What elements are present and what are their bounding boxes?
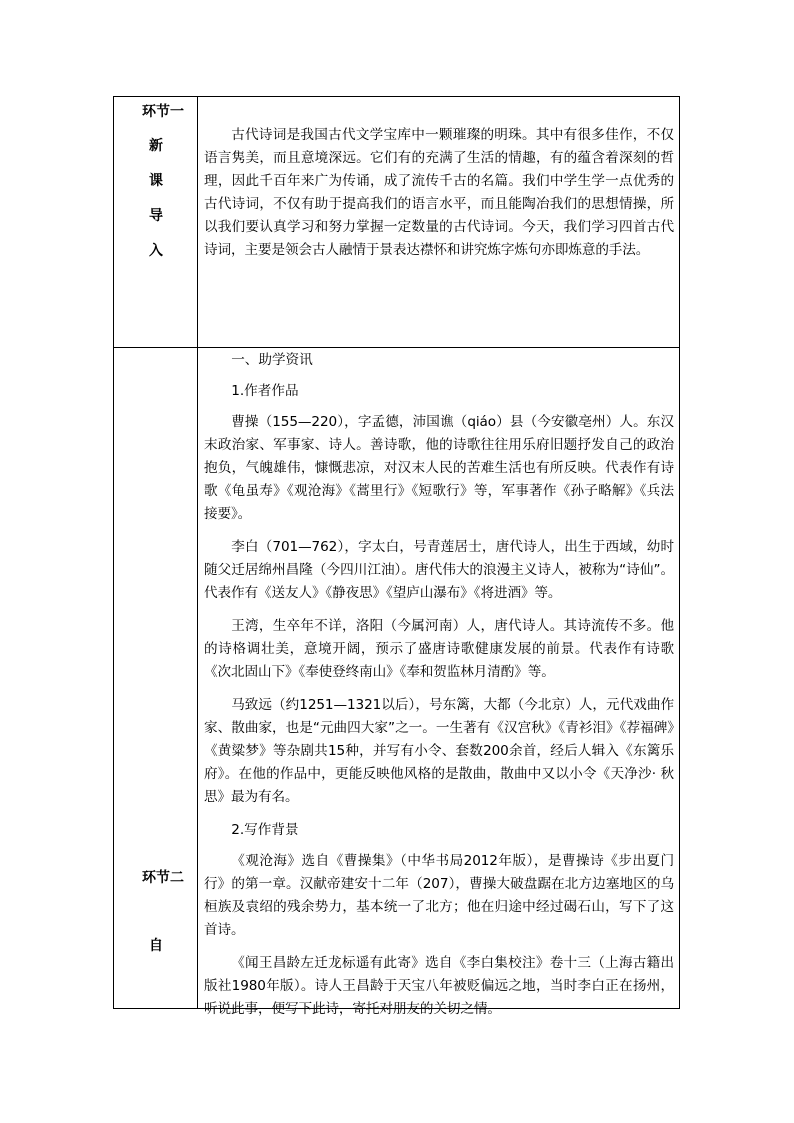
section1-content [204, 124, 674, 262]
lesson-table [113, 96, 680, 1017]
intro-paragraph: 古代诗词是我国古代文学宝库中一颗璀璨的明珠。其中有很多佳作，不仅语言隽美，而且意境深远。它们有的充满了生活的情趣，有的蕴含着深刻的哲理，因此千百年来广为传诵，成了流传千古的名篇。我们中学生学一点优秀的古代诗词，不仅有助于提高我们的语言水平，而且能陶冶我们的思想情操，所以我们要认真学习和努力掌握一定数量的古代诗词。今天，我们学习四首古代诗词，主要是领会古人融情于景表达襟怀和讲究炼字炼句亦即炼意的手法。 [204, 127, 674, 258]
section1-char-label: 入 [149, 243, 163, 259]
column-divider [197, 97, 198, 1008]
section2-content [204, 349, 674, 1021]
section1-title-label: 环节一 [142, 104, 184, 120]
author-paragraph: 李白（701—762），字太白，号青莲居士，唐代诗人，出生于西域，幼时随父迁居绵州昌隆（今四川江油）。唐代伟大的浪漫主义诗人，被称为“诗仙”。代表作有《送友人》《静夜思》《望庐山瀑布》《将进酒》等。 [204, 539, 674, 601]
author-paragraph: 王湾，生卒年不详，洛阳（今属河南）人，唐代诗人。其诗流传不多。他的诗格调壮美，意境开阔，预示了盛唐诗歌健康发展的前景。代表作有诗歌《次北固山下》《奉使登终南山》《奉和贺监林月清酌》等。 [204, 618, 674, 680]
row-divider [114, 347, 679, 348]
author-paragraph: 马致远（约1251—1321以后），号东篱，大都（今北京）人，元代戏曲作家、散曲家，也是“元曲四大家”之一。一生著有《汉宫秋》《青衫泪》《荐福碑》《黄粱梦》等杂剧共15种，并写有小令、套数200余首，经后人辑入《东篱乐府》。在他的作品中，更能反映他风格的是散曲，散曲中又以小令《天净沙· 秋思》最为有名。 [204, 697, 674, 805]
section2-char-label: 自 [149, 938, 163, 954]
section1-char-label: 新 [149, 138, 163, 154]
background-paragraph: 《闻王昌龄左迁龙标遥有此寄》选自《李白集校注》卷十三（上海古籍出版社1980年版）。诗人王昌龄于天宝八年被贬偏远之地，当时李白正在扬州，听说此事，便写下此诗，寄托对朋友的关切之情。 [204, 955, 674, 1017]
section2-title-label: 环节二 [142, 870, 184, 886]
section-heading: 一、助学资讯 [231, 352, 313, 368]
background-paragraph: 《观沧海》选自《曹操集》（中华书局2012年版），是曹操诗《步出夏门行》的第一章。汉献帝建安十二年（207），曹操大破盘踞在北方边塞地区的乌桓族及袁绍的残余势力，基本统一了北方；他在归途中经过碣石山，写下了这首诗。 [204, 853, 674, 938]
section1-char-label: 导 [149, 208, 163, 224]
subsection-heading: 2.写作背景 [231, 822, 299, 838]
section1-char-label: 课 [149, 173, 163, 189]
subsection-heading: 1.作者作品 [231, 383, 299, 399]
author-paragraph: 曹操（155—220），字孟德，沛国谯（qiáo）县（今安徽亳州）人。东汉末政治家、军事家、诗人。善诗歌，他的诗歌往往用乐府旧题抒发自己的政治抱负，气魄雄伟，慷慨悲凉，对汉末人民的苦难生活也有所反映。代表作有诗歌《龟虽寿》《观沧海》《蒿里行》《短歌行》等，军事著作《孙子略解》《兵法接要》。 [204, 414, 674, 522]
